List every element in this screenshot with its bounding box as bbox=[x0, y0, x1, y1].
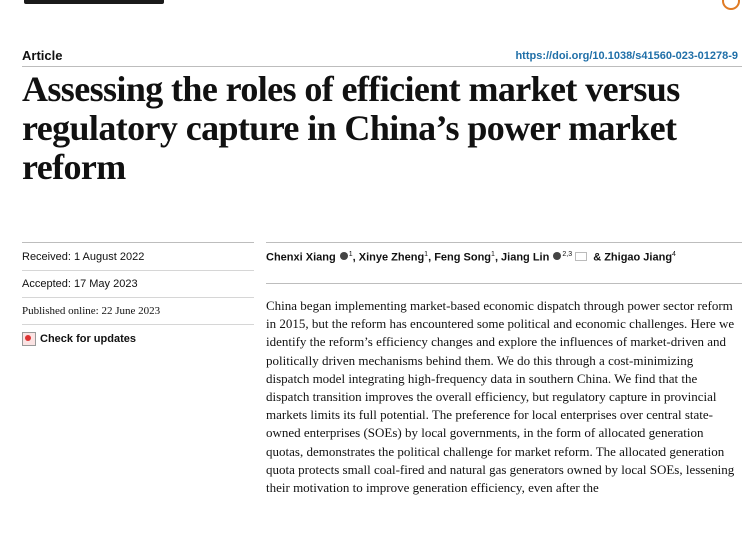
metadata-row-divider bbox=[22, 324, 254, 325]
affiliation-marker: 1 bbox=[424, 251, 429, 258]
affiliation-marker: 1 bbox=[491, 251, 495, 258]
check-for-updates-label: Check for updates bbox=[40, 333, 136, 345]
author-name[interactable]: & Zhigao Jiang bbox=[590, 251, 673, 264]
authors-divider bbox=[266, 242, 742, 243]
author-name[interactable]: , Jiang Lin bbox=[494, 251, 550, 264]
check-for-updates-button[interactable] bbox=[22, 332, 136, 346]
crossmark-icon bbox=[22, 332, 36, 346]
orcid-icon[interactable] bbox=[340, 252, 348, 260]
author-name[interactable]: , Feng Song bbox=[428, 251, 492, 264]
email-icon[interactable] bbox=[575, 252, 587, 261]
abstract-divider bbox=[266, 283, 742, 284]
doi-link[interactable]: https://doi.org/10.1038/s41560-023-01278-9 bbox=[515, 50, 738, 62]
orcid-icon[interactable] bbox=[553, 252, 561, 260]
journal-logo-fragment bbox=[24, 0, 164, 4]
affiliation-marker: 4 bbox=[672, 251, 676, 258]
author-name[interactable]: Chenxi Xiang bbox=[266, 251, 336, 264]
published-date: Published online: 22 June 2023 bbox=[22, 305, 161, 317]
received-date: Received: 1 August 2022 bbox=[22, 251, 145, 263]
metadata-row-divider bbox=[22, 270, 254, 271]
accepted-date: Accepted: 17 May 2023 bbox=[22, 278, 138, 290]
affiliation-marker: 1 bbox=[348, 251, 353, 258]
author-list bbox=[266, 251, 676, 264]
header-divider bbox=[22, 66, 742, 67]
abstract-text: China began implementing market-based economic dispatch through power sector reform in 2015, but the reform has encountered some political and economic challenges. Here we identify the reform’s efficiency changes and explore the influences of market-driven and politically driven mechanisms behind them. We do this through a cost-minimizing dispatch model integrating high-frequency data in southern China. We find that the dispatch transition improves the overall efficiency, but regulatory capture in provincial markets limits its full potential. The preference for local enterprises over central state-owned enterprises (SOEs) by local governments, in the form of allocated generation quotas, demonstrates the political challenge for market reform. The allocated generation quota protects small coal-fired and natural gas generators owned by local SOEs, lessening their motivation to improve generation efficiency, even after the bbox=[266, 298, 735, 496]
article-type-label: Article bbox=[22, 48, 63, 63]
open-access-icon bbox=[722, 0, 740, 10]
affiliation-marker: 2,3 bbox=[562, 251, 573, 258]
article-title: Assessing the roles of efficient market versus regulatory capture in China’s power market reform bbox=[22, 69, 680, 187]
metadata-divider bbox=[22, 242, 254, 243]
metadata-row-divider bbox=[22, 297, 254, 298]
author-name[interactable]: , Xinye Zheng bbox=[352, 251, 425, 264]
